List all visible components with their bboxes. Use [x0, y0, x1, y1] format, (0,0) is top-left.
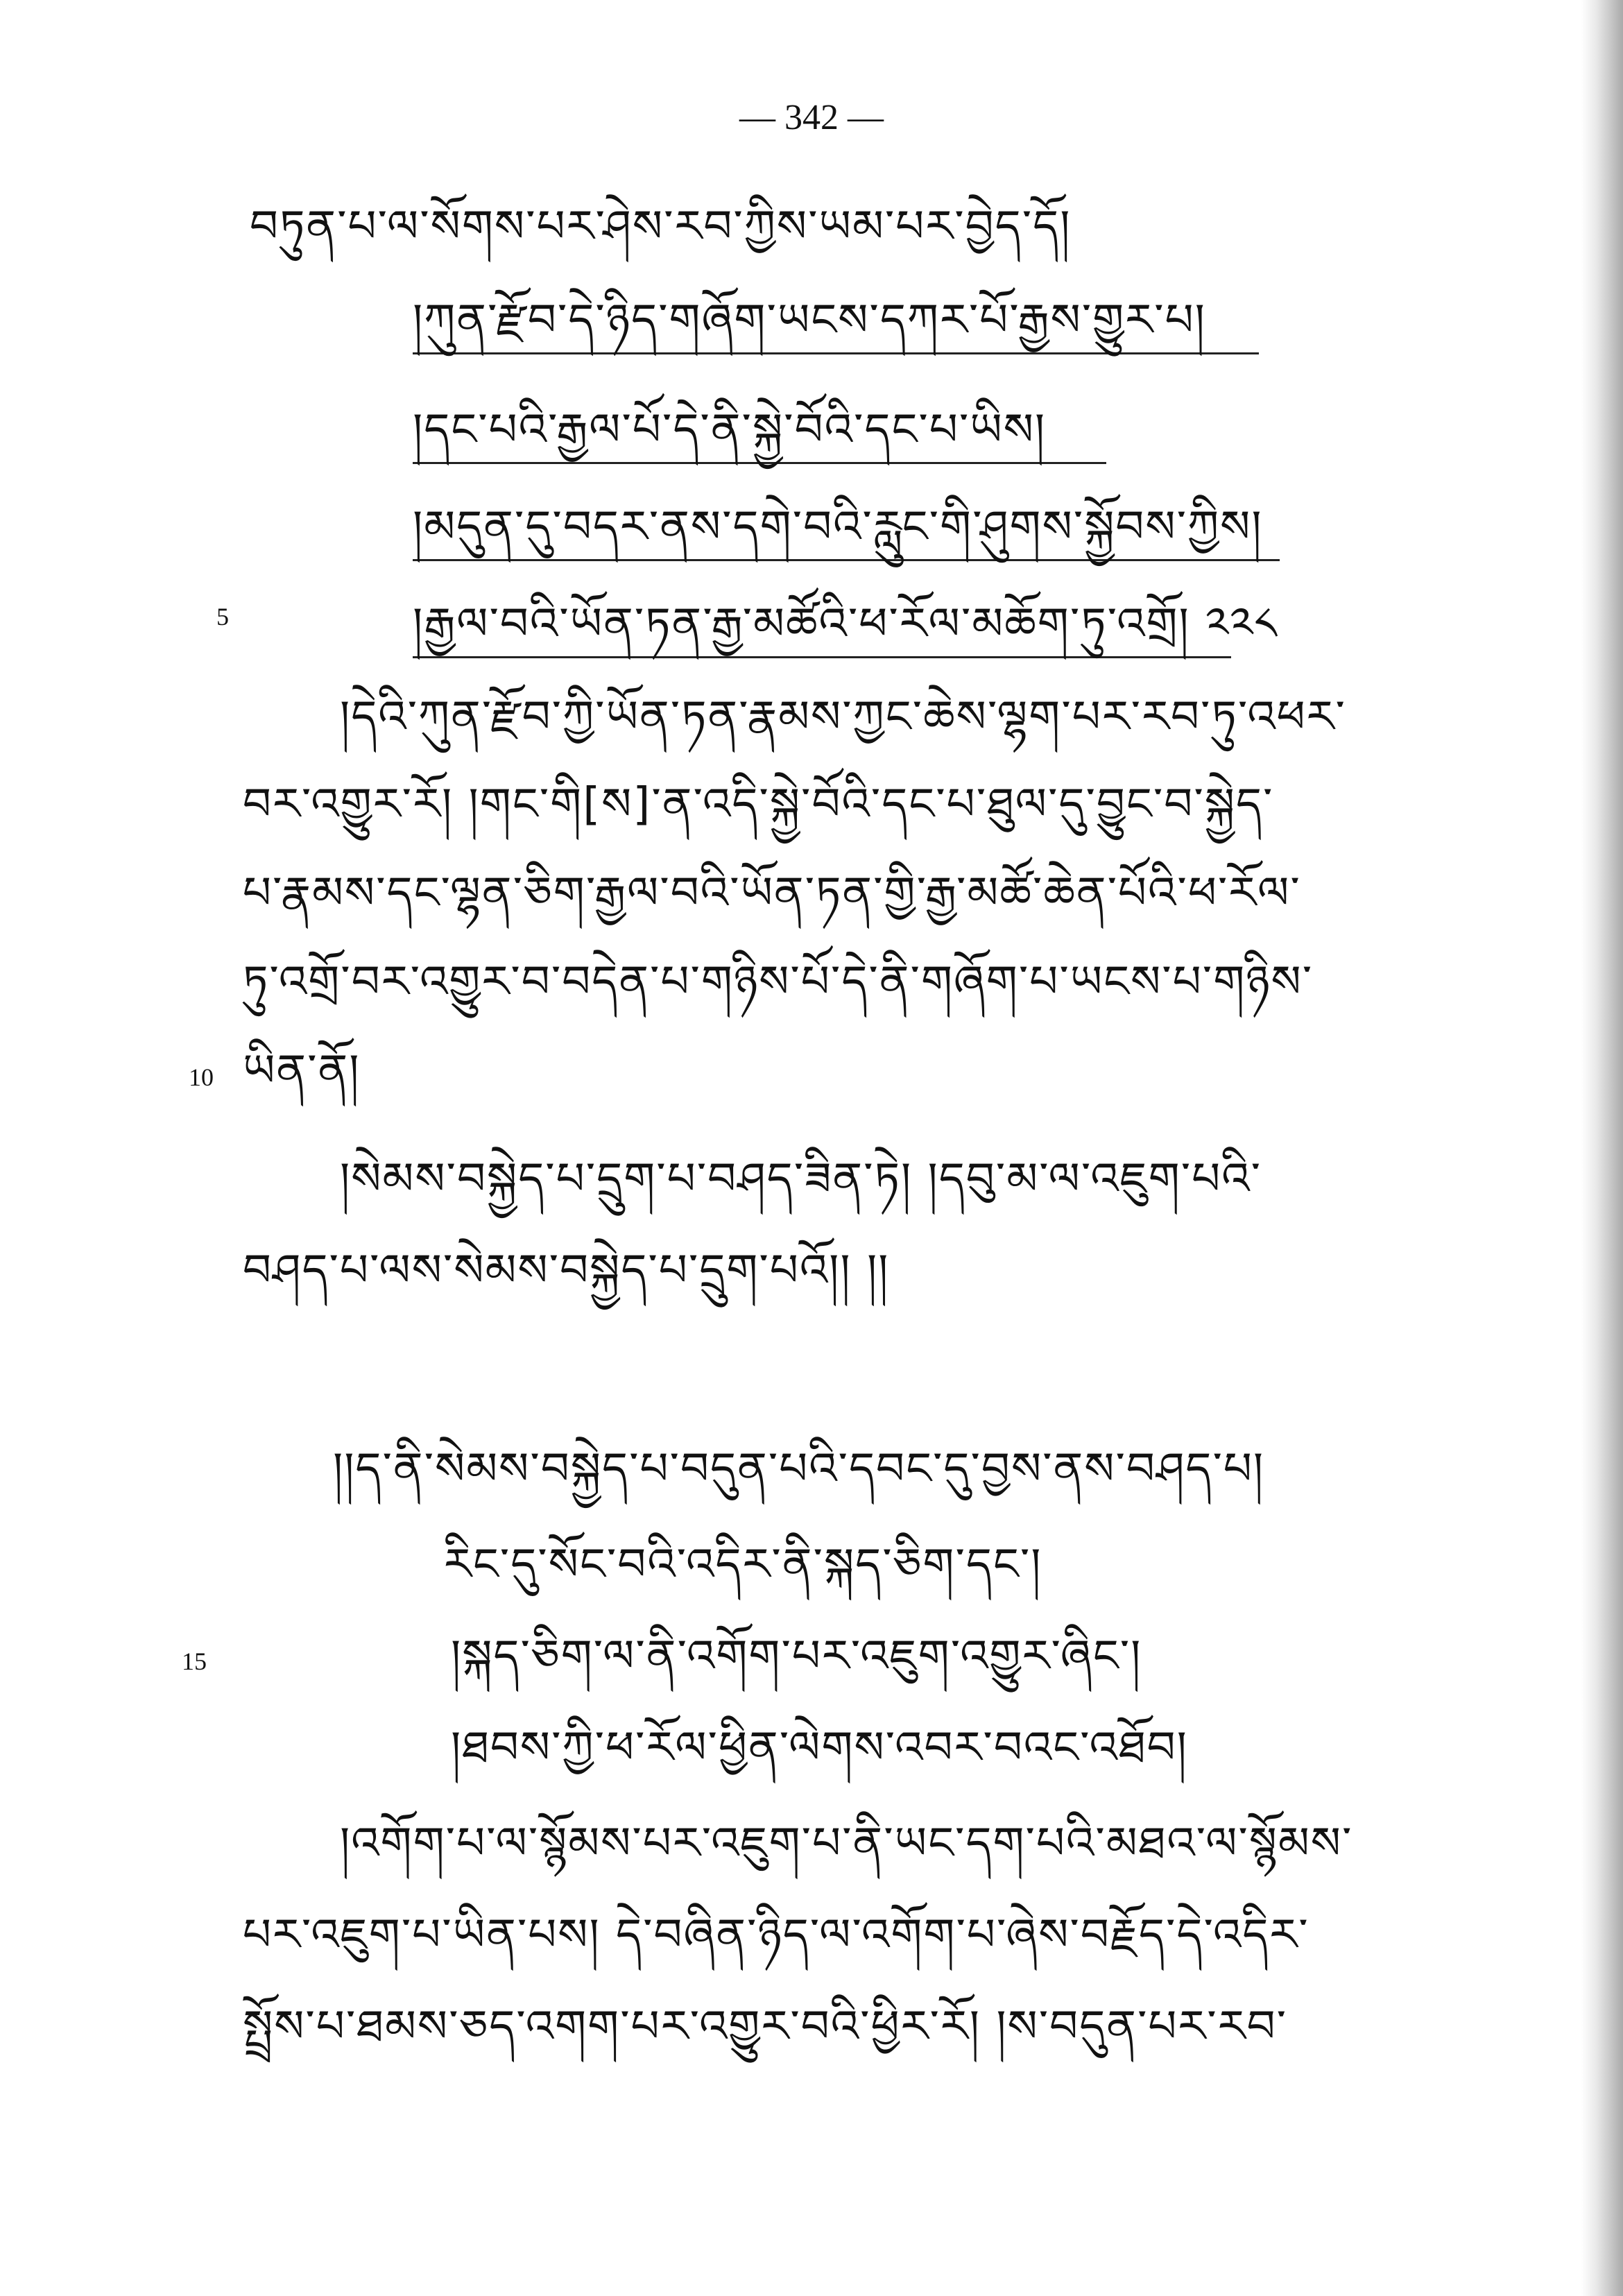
text-line-1: བཏུན་པ་ལ་སོགས་པར་ཤེས་རབ་ཀྱིས་ཡམ་པར་བྱེད་དོ། [250, 201, 1072, 252]
verse-line-5: རིང་དུ་སོང་བའི་འདིར་ནི་སྐད་ཅིག་དང་། [444, 1539, 1042, 1591]
verse-line-4: །རྒྱལ་བའི་ཡོན་ཏན་རྒྱ་མཚོའི་ཕ་རོལ་མཆོག་ཏུ་འགྲོ། ༢༢༨ [413, 602, 1231, 658]
verse-line-7: །ཐབས་ཀྱི་ཕ་རོལ་ཕྱིན་ལེགས་འབར་བའང་འཐོབ། [451, 1722, 1188, 1774]
text-line-11: པར་འཇུག་པ་ཡིན་པས། དེ་བཞིན་ཉིད་ལ་འགོག་པ་ཞེས་བརྗོད་དེ་འདིར་ [243, 1910, 1309, 1961]
page-number: — 342 — [739, 98, 884, 137]
text-line-10: །འགོག་པ་ལ་སྙོམས་པར་འཇུག་པ་ནི་ཡང་དག་པའི་མཐའ་ལ་སྙོམས་ [340, 1818, 1353, 1869]
verse-line-6: །སྐད་ཅིག་ལ་ནི་འགོག་པར་འཇུག་འགྱུར་ཞིང་། [451, 1631, 1142, 1682]
line-number-5: 5 [216, 603, 229, 631]
line-number-10: 10 [189, 1063, 214, 1091]
page-edge-shading [1581, 0, 1623, 2296]
text-line-4: པ་རྣམས་དང་ལྷན་ཅིག་རྒྱལ་བའི་ཡོན་ཏན་གྱི་རྒྱ་མཚོ་ཆེན་པོའི་ཕ་རོལ་ [243, 868, 1301, 919]
text-line-12: སྤྲོས་པ་ཐམས་ཅད་འགག་པར་འགྱུར་བའི་ཕྱིར་རོ། །ས་བདུན་པར་རབ་ [243, 2001, 1288, 2053]
text-line-5: ཏུ་འགྲོ་བར་འགྱུར་བ་བདེན་པ་གཉིས་པོ་དེ་ནི་གཞོག་པ་ཡངས་པ་གཉིས་ [243, 957, 1314, 1008]
text-line-6: ཡིན་ནོ། [243, 1045, 361, 1097]
verse-line-3: །མདུན་དུ་བདར་ནས་དགེ་བའི་རླུང་གི་ཤུགས་སྐྱོབས་ཀྱིས། [413, 505, 1280, 561]
text-line-9: །།ད་ནི་སེམས་བསྐྱེད་པ་བདུན་པའི་དབང་དུ་བྱས་ནས་བཤད་པ། [333, 1443, 1265, 1495]
text-line-8: བཤད་པ་ལས་སེམས་བསྐྱེད་པ་དྲུག་པའོ།། །། [243, 1245, 890, 1296]
verse-line-1: །ཀུན་རྫོབ་དེ་ཉིད་གཞོག་ཡངས་དཀར་པོ་རྒྱས་གྱུར་པ། [413, 298, 1259, 354]
text-line-3: བར་འགྱུར་རོ། །གང་གི[ས]་ན་འདི་སྐྱེ་བོའི་དང་པ་ཐུལ་དུ་བྱུང་བ་སྐྱེད་ [243, 779, 1274, 830]
verse-line-2: །དང་པའི་རྒྱལ་པོ་དེ་ནི་སྐྱེ་བོའི་དང་པ་ཡིས། [413, 408, 1106, 464]
line-number-15: 15 [182, 1647, 207, 1675]
text-line-7: །སེམས་བསྐྱེད་པ་དྲུག་པ་བཤད་ཟིན་ཏེ། །དབུ་མ་ལ་འཇུག་པའི་ [340, 1154, 1262, 1205]
text-line-2: །དེའི་ཀུན་རྫོབ་ཀྱི་ཡོན་ཏན་རྣམས་ཀྱང་ཆེས་ལྷག་པར་རབ་ཏུ་འཕར་ [340, 692, 1346, 743]
